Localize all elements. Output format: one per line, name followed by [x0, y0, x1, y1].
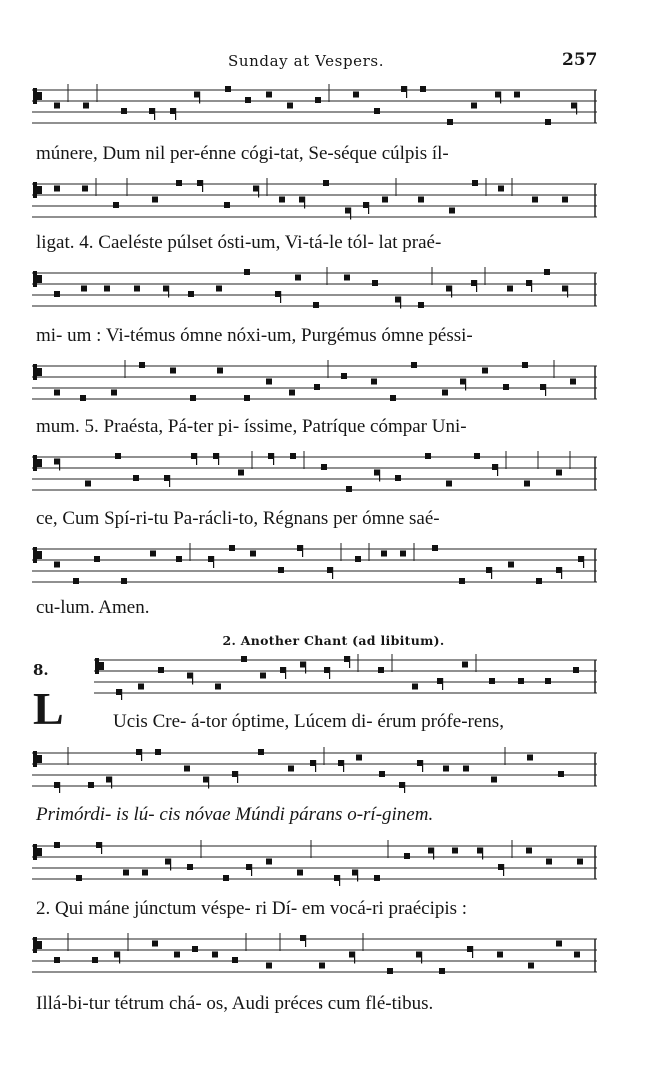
music-staff — [32, 745, 597, 793]
lyric-line: 2. Qui máne júnctum véspe- ri Dí- em vocá-ri praécipis : — [36, 898, 468, 919]
music-staff — [32, 838, 597, 886]
lyric-line: múnere, Dum nil per-énne cógi-tat, Se-séque cúlpis íl- — [36, 143, 449, 164]
music-staff — [94, 652, 597, 700]
music-staff — [32, 82, 597, 130]
music-staff — [32, 931, 597, 979]
page-number: 257 — [562, 50, 598, 70]
section-title: 2. Another Chant (ad libitum). — [222, 633, 445, 648]
lyric-line: Illá-bi-tur tétrum chá- os, Audi préces cum flé-tibus. — [36, 993, 434, 1014]
music-staff — [32, 358, 597, 406]
lyric-line: mi- um : Vi-témus ómne nóxi-um, Purgémus ómne péssi- — [36, 325, 473, 346]
lyric-line: ce, Cum Spí-ri-tu Pa-rácli-to, Régnans per ómne saé- — [36, 508, 440, 529]
music-staff-final — [32, 541, 597, 589]
lyric-line: Primórdi- is lú- cis nóvae Múndi párans o-rí-ginem. — [36, 804, 434, 825]
lyric-line: ligat. 4. Caeléste púlset ósti-um, Vi-tá-le tól- lat praé- — [36, 232, 442, 253]
music-staff — [32, 176, 597, 224]
drop-cap: L — [33, 683, 64, 734]
lyric-line: mum. 5. Praésta, Pá-ter pi- íssime, Patríque cómpar Uni- — [36, 416, 467, 437]
running-title: Sunday at Vespers. — [228, 52, 385, 70]
music-staff — [32, 449, 597, 497]
lyric-line: cu-lum. Amen. — [36, 597, 150, 618]
mode-number: 8. — [33, 661, 49, 679]
lyric-line: Ucis Cre- á-tor óptime, Lúcem di- érum prófe-rens, — [113, 711, 504, 732]
music-staff — [32, 265, 597, 313]
